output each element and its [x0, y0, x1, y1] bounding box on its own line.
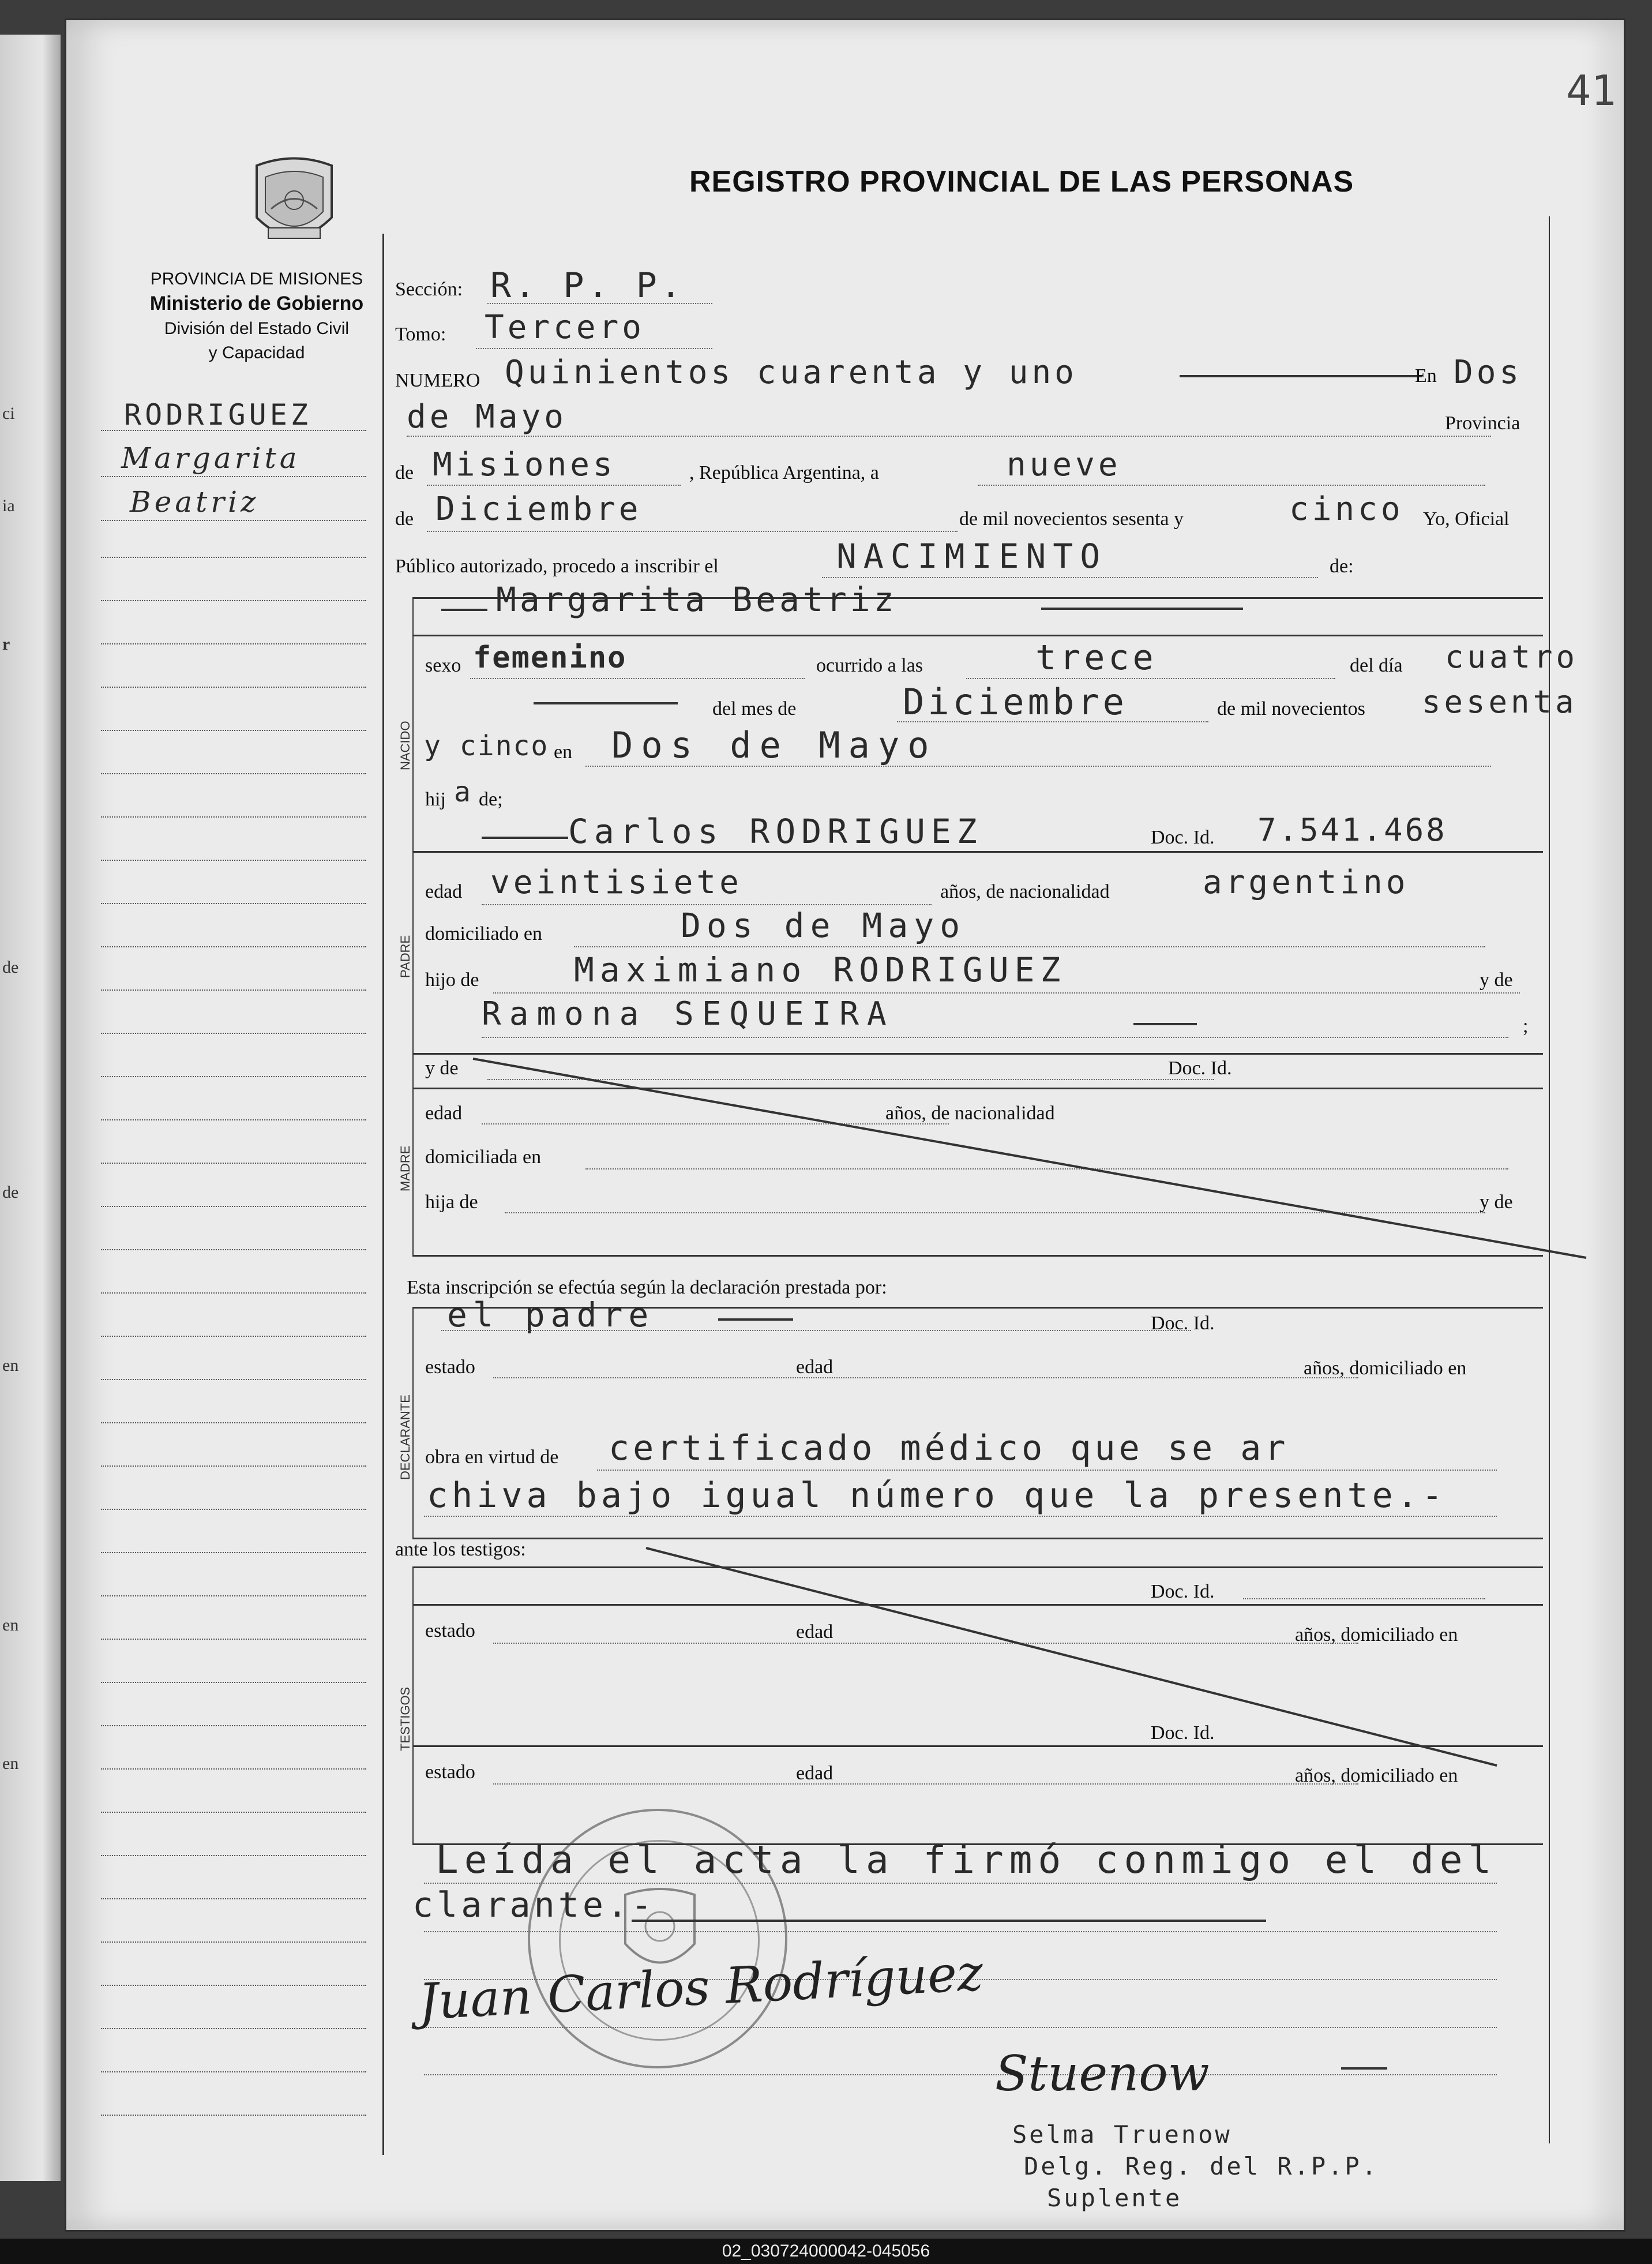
- en-value-1: Dos: [1454, 354, 1523, 391]
- left-page-fragment: ia: [2, 496, 15, 515]
- nacido-nombre-value: Margarita Beatriz: [496, 580, 898, 619]
- ministry-name: Ministerio de Gobierno: [149, 293, 364, 314]
- padre-semicolon: ;: [1523, 1015, 1529, 1037]
- closing-line-1: Leída el acta la firmó conmigo el del: [435, 1838, 1497, 1882]
- division-line-1: División del Estado Civil: [164, 319, 350, 338]
- mil-novecientos-nacido-label: de mil novecientos: [1217, 698, 1365, 719]
- padre-nombre-value: Carlos RODRIGUEZ: [568, 812, 983, 851]
- mil-novecientos-label: de mil novecientos sesenta y: [959, 508, 1184, 530]
- en-lugar-label: en: [554, 741, 573, 763]
- left-page-fragment: en: [2, 1356, 19, 1375]
- testigo-2-anios-label: años, domiciliado en: [1295, 1765, 1458, 1786]
- en-label: En: [1415, 365, 1437, 387]
- declarante-nombre-value: el padre: [447, 1295, 655, 1335]
- sexo-value: femenino: [473, 640, 627, 675]
- mes-nacimiento-value: Diciembre: [903, 681, 1128, 723]
- padre-doc-label: Doc. Id.: [1151, 827, 1215, 848]
- image-id-footer: 02_030724000042-045056: [0, 2239, 1652, 2264]
- testigos-section-label: TESTIGOS: [398, 1686, 412, 1751]
- obra-value-2: chiva bajo igual número que la presente.-: [427, 1475, 1447, 1516]
- abuela-value: Ramona SEQUEIRA: [482, 995, 895, 1033]
- de-label-3: de:: [1330, 556, 1354, 577]
- testigo-1-doc-label: Doc. Id.: [1151, 1581, 1215, 1602]
- padre-y-de-label: y de: [1480, 969, 1513, 991]
- tomo-label: Tomo:: [395, 324, 446, 345]
- anio-nacimiento-value-2: y cinco: [424, 730, 549, 762]
- testigo-1-edad-label: edad: [796, 1621, 833, 1643]
- del-mes-label: del mes de: [712, 698, 797, 719]
- numero-label: NUMERO: [395, 370, 480, 391]
- official-signature: Stuenow: [995, 2045, 1210, 2102]
- testigo-1-estado-label: estado: [425, 1620, 475, 1641]
- official-title: Delg. Reg. del R.P.P.: [1024, 2152, 1379, 2180]
- declarant-signature: Juan Carlos Rodríguez: [417, 1944, 985, 2031]
- madre-doc-label: Doc. Id.: [1168, 1058, 1232, 1079]
- hij-value: a: [454, 776, 474, 808]
- dia-nacimiento-value: cuatro: [1445, 639, 1579, 675]
- seccion-label: Sección:: [395, 279, 463, 300]
- left-page-edge: [0, 35, 61, 2181]
- numero-value: Quinientos cuarenta y uno: [505, 354, 1077, 391]
- testigos-intro-label: ante los testigos:: [395, 1539, 526, 1560]
- publico-label: Público autorizado, procedo a inscribir el: [395, 556, 719, 577]
- hij-label: hij: [425, 789, 446, 810]
- testigo-1-anios-label: años, domiciliado en: [1295, 1624, 1458, 1645]
- left-page-fragment: r: [2, 635, 10, 654]
- padre-section-label: PADRE: [398, 935, 412, 978]
- declarante-anios-label: años, domiciliado en: [1304, 1358, 1467, 1379]
- ocurrido-label: ocurrido a las: [816, 655, 923, 676]
- del-dia-label: del día: [1350, 655, 1403, 676]
- provincia-label: Provincia: [1445, 413, 1520, 434]
- madre-y-de-label: y de: [425, 1058, 459, 1079]
- en-value-2: de Mayo: [407, 398, 568, 436]
- testigos-cancel-line: [643, 1543, 1566, 1774]
- madre-nacionalidad-label: años, de nacionalidad: [885, 1103, 1055, 1124]
- left-page-fragment: ci: [2, 404, 15, 423]
- declarante-estado-label: estado: [425, 1356, 475, 1378]
- margin-given-name-1: Margarita: [121, 441, 301, 475]
- left-page-fragment: de: [2, 958, 19, 977]
- obra-en-virtud-label: obra en virtud de: [425, 1446, 559, 1468]
- padre-nacionalidad-value: argentino: [1203, 864, 1409, 901]
- declarante-section-label: DECLARANTE: [398, 1395, 412, 1480]
- madre-section-label: MADRE: [398, 1145, 412, 1191]
- margin-given-name-2: Beatriz: [130, 485, 260, 519]
- abuelo-value: Maximiano RODRIGUEZ: [574, 950, 1067, 989]
- provincia-value: Misiones: [433, 446, 616, 483]
- testigo-2-doc-label: Doc. Id.: [1151, 1722, 1215, 1744]
- page-number: 41: [1566, 66, 1616, 115]
- acto-value: NACIMIENTO: [836, 537, 1107, 576]
- de-label-2: de: [395, 508, 414, 530]
- lugar-nacimiento-value: Dos de Mayo: [611, 724, 937, 766]
- anio-nacimiento-value-1: sesenta: [1422, 684, 1578, 720]
- hora-value: trece: [1035, 638, 1157, 678]
- padre-domicilio-value: Dos de Mayo: [681, 906, 966, 945]
- mes-value: Diciembre: [435, 490, 642, 528]
- testigo-2-edad-label: edad: [796, 1763, 833, 1784]
- province-name: PROVINCIA DE MISIONES: [150, 269, 363, 288]
- padre-edad-label: edad: [425, 881, 463, 902]
- madre-cancel-line: [470, 1053, 1601, 1284]
- official-role: Suplente: [1047, 2184, 1182, 2212]
- republica-label: , República Argentina, a: [689, 462, 879, 483]
- anio-value: cinco: [1289, 490, 1404, 528]
- register-page: [65, 18, 1625, 2232]
- padre-doc-value: 7.541.468: [1257, 812, 1447, 848]
- obra-value-1: certificado médico que se ar: [609, 1428, 1289, 1468]
- padre-nacionalidad-label: años, de nacionalidad: [940, 881, 1110, 902]
- hija-de-label: hija de: [425, 1191, 478, 1213]
- declaracion-intro-label: Esta inscripción se efectúa según la declaración prestada por:: [407, 1277, 887, 1298]
- nacido-section-label: NACIDO: [398, 721, 412, 770]
- left-page-fragment: de: [2, 1183, 19, 1202]
- de-padres-label: de;: [479, 789, 503, 810]
- madre-edad-label: edad: [425, 1103, 463, 1124]
- province-crest-icon: [245, 154, 343, 258]
- closing-line-2: clarante.-: [412, 1885, 656, 1925]
- page-title: REGISTRO PROVINCIAL DE LAS PERSONAS: [689, 165, 1354, 198]
- seccion-value: R. P. P.: [490, 265, 685, 306]
- testigo-2-estado-label: estado: [425, 1761, 475, 1783]
- declarante-doc-label: Doc. Id.: [1151, 1313, 1215, 1334]
- left-page-fragment: en: [2, 1615, 19, 1635]
- margin-divider: [382, 234, 384, 2155]
- dia-value: nueve: [1007, 446, 1121, 483]
- de-label-1: de: [395, 462, 414, 483]
- hijo-de-label: hijo de: [425, 969, 479, 991]
- left-page-fragment: en: [2, 1754, 19, 1773]
- yo-oficial-label: Yo, Oficial: [1423, 508, 1510, 530]
- padre-edad-value: veintisiete: [490, 864, 742, 901]
- division-line-2: y Capacidad: [208, 343, 305, 362]
- official-name: Selma Truenow: [1012, 2120, 1232, 2149]
- tomo-value: Tercero: [485, 309, 645, 346]
- padre-domicilio-label: domiciliado en: [425, 923, 543, 944]
- madre-y-de-2-label: y de: [1480, 1191, 1513, 1213]
- declarante-edad-label: edad: [796, 1356, 833, 1378]
- madre-domiciliada-label: domiciliada en: [425, 1146, 542, 1168]
- sexo-label: sexo: [425, 655, 461, 676]
- margin-surname: RODRIGUEZ: [124, 398, 311, 432]
